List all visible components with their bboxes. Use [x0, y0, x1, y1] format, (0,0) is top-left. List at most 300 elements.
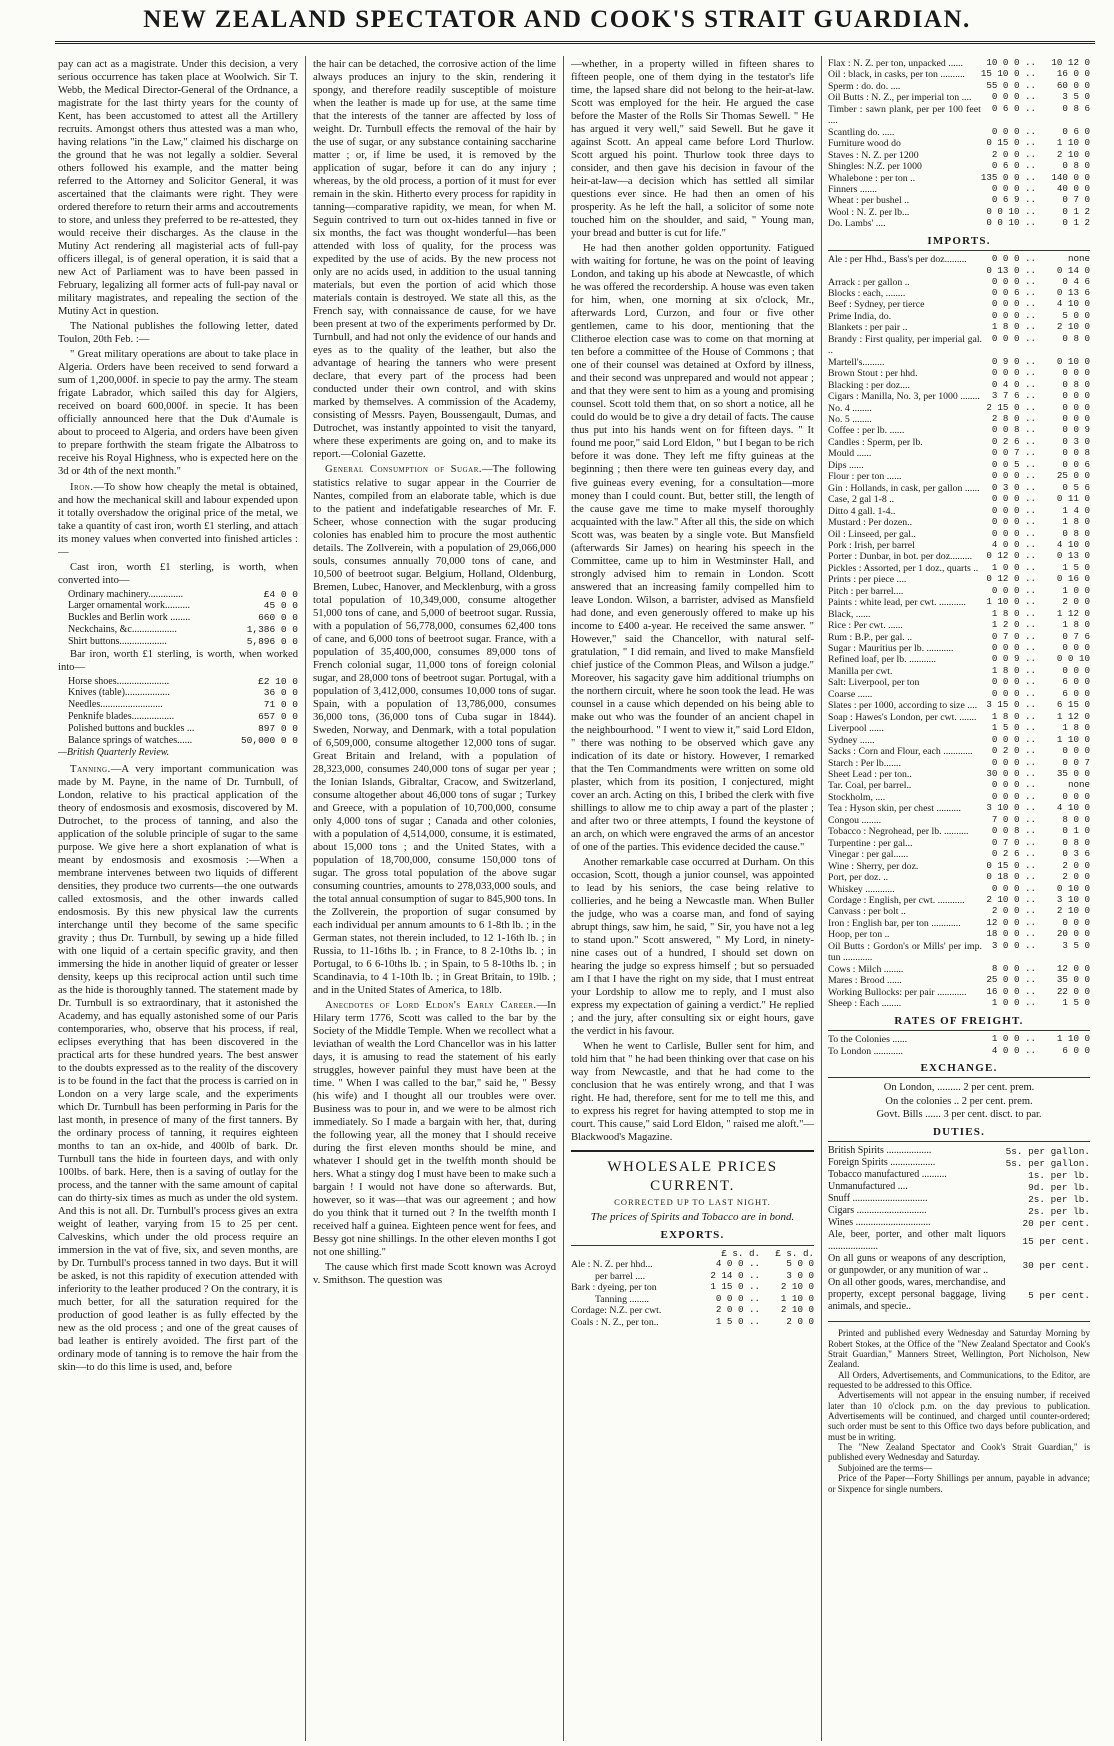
column-header: £ s. d. — [775, 1247, 814, 1259]
table-row — [828, 746, 1090, 757]
table-row — [828, 460, 1090, 471]
item-label: No. 5 ........ — [828, 413, 872, 425]
table-row — [828, 299, 1090, 310]
price-high: 3 0 0 — [786, 1269, 814, 1281]
price-low: 0 4 0 .. — [991, 378, 1036, 390]
table-row — [828, 929, 1090, 940]
table-row — [828, 391, 1090, 402]
item-label: Vinegar : per gal...... — [828, 849, 909, 861]
imports-table — [828, 254, 1090, 1009]
item-label: Sperm : do. do. .... — [828, 80, 901, 92]
article-eldon-cont-4: When he went to Carlisle, Buller sent for him, and told him that " he had been thinking over that case on his way from Newcastle, and that he had come to the conclusion that he was entirely wrong, and that I was right. He had, therefore, sent for me to tell me this, and to express his regret for having attempted to stop me in court. This cause," said Lord Eldon, " raised me aloft."—Blackwood's Magazine. — [571, 1041, 814, 1144]
table-row — [828, 1181, 1090, 1193]
table-row — [571, 1259, 814, 1270]
item-value: 657 0 0 — [258, 711, 298, 723]
article-magistrate: pay can act as a magistrate. Under this decision, a very serious occurrence has taken place at Woolwich. Sir T. Webb, the Medical Director-General of the Ordnance, a magistrate for the last thirty years for the county of Kent, has been accustomed to attest all the Artillery recruits. Amongst others thus attested was a man who, having relations "in the Law," claimed his discharge on the ground that he was not legally a soldier. Several others followed his example, and the matter being referred to the Attorney and Solicitor General, it was ascertained that the claimants were right. They were ordered therefore to return their arms and accoutrements to store, and unless they preferred to be re-attested, they would receive their discharges. As the clause in the Mutiny Act rendering all magisterial acts of full-pay officers illegal, is of general operation, it is said that a new Act of Parliament was to have been passed in February, legalizing all former acts of full-pay naval or military magistrates, and repealing the section of the Mutiny Act in question. — [58, 59, 298, 318]
bar-iron-table — [58, 676, 298, 747]
price-high: 1 12 0 — [1056, 607, 1090, 619]
price-low: 0 2 6 .. — [991, 848, 1036, 860]
price-high: 2 0 0 — [1062, 871, 1090, 883]
item-label: Gin : Hollands, in cask, per gallon ...... — [828, 482, 980, 494]
price-high: 0 1 2 — [1062, 205, 1090, 217]
item-label: Whalebone : per ton .. — [828, 172, 916, 184]
freight-table — [828, 1034, 1090, 1057]
price-low: 0 0 0 .. — [991, 275, 1036, 287]
table-row — [828, 195, 1090, 206]
duty-value: 15 per cent. — [1022, 1235, 1090, 1247]
table-row — [828, 620, 1090, 631]
price-low: 0 0 0 .. — [991, 516, 1036, 528]
column-4 — [828, 58, 1090, 1728]
item-label: Salt: Liverpool, per ton — [828, 677, 920, 689]
item-label: Do. Lambs' .... — [828, 218, 886, 230]
table-row — [828, 1205, 1090, 1217]
table-row — [828, 380, 1090, 391]
item-label: Staves : N. Z. per 1200 — [828, 149, 919, 161]
price-high: 1 10 0 — [1056, 733, 1090, 745]
price-low: 0 18 0 .. — [986, 871, 1036, 883]
item-label: Sheet Lead : per ton.. — [828, 769, 912, 781]
item-value: 50,000 0 0 — [240, 734, 298, 746]
table-row — [828, 872, 1090, 883]
item-label: Cows : Milch ........ — [828, 963, 904, 975]
price-low: 2 0 0 .. — [991, 905, 1036, 917]
table-row — [828, 838, 1090, 849]
price-high: 5 0 0 — [1062, 309, 1090, 321]
table-row — [828, 563, 1090, 574]
price-low: 0 0 6 .. — [991, 286, 1036, 298]
item-label: Arrack : per gallon .. — [828, 276, 910, 288]
price-high: 0 5 6 — [1062, 481, 1090, 493]
price-low: 2 15 0 .. — [986, 401, 1036, 413]
price-high: 0 14 0 — [1056, 264, 1090, 276]
price-low: 0 0 10 .. — [986, 205, 1036, 217]
price-high: 1 0 0 — [1062, 584, 1090, 596]
table-row — [828, 277, 1090, 288]
price-high: 1 8 0 — [1062, 722, 1090, 734]
price-low: 7 0 0 .. — [991, 813, 1036, 825]
price-high: 0 1 0 — [1062, 825, 1090, 837]
wholesale-prices-title: WHOLESALE PRICES CURRENT. — [571, 1150, 814, 1195]
item-label: Coffee : per lb. ...... — [828, 425, 905, 437]
item-label: Prints : per piece .... — [828, 574, 907, 586]
item-label: Dips ...... — [828, 459, 864, 471]
price-high: 0 0 7 — [1062, 756, 1090, 768]
price-low: 0 0 0 .. — [991, 790, 1036, 802]
price-high: 3 10 0 — [1056, 894, 1090, 905]
item-label: Coarse ...... — [828, 688, 873, 700]
table-row — [828, 218, 1090, 229]
table-row — [828, 643, 1090, 654]
price-high: 12 0 0 — [1056, 962, 1090, 974]
table-row — [828, 322, 1090, 333]
duty-label: British Spirits .................. — [828, 1145, 932, 1157]
price-high: 35 0 0 — [1056, 974, 1090, 986]
price-high: 10 12 0 — [1051, 58, 1090, 68]
column-2 — [313, 58, 556, 1728]
wholesale-prices-subtitle: CORRECTED UP TO LAST NIGHT. — [614, 1197, 771, 1208]
price-high: 5 0 0 — [786, 1258, 814, 1270]
price-high: 4 10 0 — [1056, 298, 1090, 310]
table-row — [828, 138, 1090, 149]
item-label: Polished buttons and buckles ... — [68, 722, 195, 734]
imprint-line: Advertisements will not appear in the ensuing number, if received later than 10 o'clock p.m. on the day previous to publication. Advertisements will be continued, and charged until counter-ordered; such order must be sent to this Office two days before publication, and must be in writing. — [828, 1390, 1090, 1442]
item-label: Brandy : First quality, per imperial gal. .. — [828, 333, 982, 357]
table-row — [828, 964, 1090, 975]
price-low: 0 0 0 .. — [991, 779, 1036, 791]
table-row — [828, 437, 1090, 448]
item-label: Wine : Sherry, per doz. — [828, 860, 919, 872]
price-low: 1 15 0 .. — [710, 1281, 760, 1293]
article-tanning-cont: the hair can be detached, the corrosive action of the lime always produces an injury to the skin, rendering it spongy, and therefore readily susceptible of moisture when the leather is made up for use, at the same time that the interests of the tanner are affected by loss of weight. Dr. Turnbull effects the removal of the hair by the use of sugar, or any substance containing saccharine matter ; or, if lime be used, it is removed by the application of sugar, before it can do any injury ; whereas, by the old process, a portion of it must for ever remain in the skin. Hitherto every process for rapidity in tanning—comparative rapidity, we mean, for when M. Seguin contrived to turn out ox-hides tanned in five or six months, the fact was thought wonderful—has been attended with loss of quality, for the process was expedited by the use of acids. By the new process not only are no acids used, in addition to the usual tanning materials, but even the portion of acid which those materials contain is destroyed. We state all this, as the French say, with connaissance de cause, for we have been present at two of the experiments performed by Dr. Turnbull, and had not only the evidence of our hands and eyes as to the quality of the leather, but also the advantage of hearing the tanners who were present declare, that every part of the process had been conducted under their own control, and with skins marked by themselves. A commission of the Academy, consisting of Messrs. Payen, Boussengault, Dumas, and Dutrochet, was instantly appointed to visit the tanyard, where these experiments are going on, and to make its report.—Colonial Gazette. — [313, 59, 556, 461]
table-row — [828, 92, 1090, 103]
imprint — [828, 1321, 1090, 1494]
table-row — [828, 403, 1090, 414]
price-low: 4 0 0 .. — [991, 1044, 1036, 1056]
price-low: 25 0 0 .. — [986, 974, 1036, 986]
table-row — [828, 735, 1090, 746]
price-high: 1 10 0 — [1056, 137, 1090, 149]
item-label: Wheat : per bushel .. — [828, 195, 910, 207]
price-high: 0 0 0 — [1062, 367, 1090, 379]
item-label: Congou ........ — [828, 814, 882, 826]
price-high: 0 0 0 — [1062, 790, 1090, 802]
price-high: 3 5 0 — [1062, 939, 1090, 951]
imprint-line: Printed and published every Wednesday and Saturday Morning by Robert Stokes, at the Office of the "New Zealand Spectator and Cook's Strait Guardian," Manners Street, Wellington, Port Nicholson, New Zealand. — [828, 1328, 1090, 1370]
table-row — [58, 711, 298, 723]
price-low: 0 3 0 .. — [991, 481, 1036, 493]
item-label: Cordage : English, per cwt. ........... — [828, 895, 965, 906]
price-high: 4 10 0 — [1056, 538, 1090, 550]
item-label: Ale : N. Z. per hhd... — [571, 1259, 653, 1271]
price-low: 4 0 0 .. — [991, 538, 1036, 550]
price-high: 8 0 0 — [1062, 813, 1090, 825]
table-row — [828, 483, 1090, 494]
table-row — [828, 184, 1090, 195]
exports-table — [571, 1249, 814, 1328]
price-low: 0 0 0 .. — [991, 125, 1036, 137]
item-label: Ale : per Hhd., Bass's per doz......... — [828, 254, 967, 266]
table-row — [828, 654, 1090, 665]
price-high: 0 8 6 — [1062, 102, 1090, 114]
price-high: 0 1 2 — [1062, 217, 1090, 229]
table-row — [828, 1253, 1090, 1277]
price-low: 0 0 5 .. — [991, 458, 1036, 470]
imprint-line: The "New Zealand Spectator and Cook's Strait Guardian," is published every Wednesday and Saturday. — [828, 1442, 1090, 1463]
item-label: Oil Butts : N. Z., per imperial ton .... — [828, 92, 972, 104]
price-low: 0 6 9 .. — [991, 194, 1036, 206]
price-low: 0 0 0 .. — [991, 504, 1036, 516]
price-high: 0 4 6 — [1062, 275, 1090, 287]
item-label: Slates : per 1000, according to size .... — [828, 700, 978, 712]
price-high: 2 10 0 — [780, 1304, 814, 1316]
price-high: none — [1067, 779, 1090, 791]
price-low: 2 8 0 .. — [991, 412, 1036, 424]
item-label: Pork : Irish, per barrel — [828, 539, 915, 551]
price-high: 20 0 0 — [1056, 928, 1090, 940]
price-high: 0 3 6 — [1062, 848, 1090, 860]
price-high: none — [1067, 253, 1090, 265]
price-high: 6 0 0 — [1062, 1044, 1090, 1056]
table-row — [828, 334, 1090, 357]
table-row — [828, 58, 1090, 69]
table-row — [828, 998, 1090, 1009]
price-high: 0 0 6 — [1062, 458, 1090, 470]
price-high: 22 0 0 — [1056, 985, 1090, 997]
duty-value: 9d. per lb. — [1028, 1181, 1090, 1193]
freight-heading: RATES OF FREIGHT. — [828, 1015, 1090, 1032]
price-low: 0 0 8 .. — [991, 825, 1036, 837]
price-high: 0 0 8 — [1062, 447, 1090, 459]
table-row — [828, 918, 1090, 929]
price-low: 0 13 0 .. — [986, 264, 1036, 276]
item-label: Refined loaf, per lb. ........... — [828, 654, 937, 666]
item-label: Whiskey ............ — [828, 883, 895, 895]
price-low: 15 10 0 .. — [980, 68, 1036, 80]
price-high: 4 10 0 — [1056, 802, 1090, 814]
column-rule — [563, 56, 564, 1741]
duties-table — [828, 1145, 1090, 1313]
item-label: Penknife blades................. — [68, 711, 175, 723]
table-row — [828, 161, 1090, 172]
price-low: 0 12 0 .. — [986, 550, 1036, 562]
table-row — [58, 589, 298, 601]
item-label: Ordinary machinery.............. — [68, 588, 184, 600]
table-row — [828, 1157, 1090, 1169]
article-eldon — [313, 999, 556, 1259]
item-label: Ditto 4 gall. 1-4.. — [828, 505, 896, 517]
price-high: 0 0 10 — [1056, 653, 1090, 665]
price-low: 0 0 0 .. — [991, 882, 1036, 894]
item-label: Neckchains, &c.................. — [68, 624, 177, 636]
price-high: 0 8 0 — [1062, 160, 1090, 172]
item-label: To London ............ — [828, 1045, 903, 1057]
table-row — [828, 551, 1090, 562]
price-high: 2 0 0 — [786, 1315, 814, 1327]
price-high: 0 7 6 — [1062, 630, 1090, 642]
table-row — [828, 1169, 1090, 1181]
article-iron — [58, 481, 298, 559]
item-label: Shirt buttons................... — [68, 635, 167, 647]
table-row — [828, 1277, 1090, 1313]
item-value: 1,386 0 0 — [246, 624, 298, 636]
price-low: 0 0 0 .. — [991, 733, 1036, 745]
table-row — [828, 207, 1090, 218]
price-low: 16 0 0 .. — [986, 985, 1036, 997]
price-high: 60 0 0 — [1056, 79, 1090, 91]
item-label: Horse shoes..................... — [68, 675, 170, 687]
table-row — [828, 574, 1090, 585]
price-high: 0 0 0 — [1062, 642, 1090, 654]
price-low: 2 10 0 .. — [986, 894, 1036, 905]
table-row — [828, 677, 1090, 688]
duty-label: Unmanufactured .... — [828, 1181, 908, 1193]
table-row — [828, 884, 1090, 895]
exports-table-cont — [828, 58, 1090, 230]
article-tanning-text: —A very important communication was made by M. Payne, in the name of Dr. Turnbull, of London, relative to his practical application of the theory of endosmosis and exosmosis, discovered by M. Dutrochet, to the process of tanning, and also the application of the soluble principle of sugar to the same purpose. We give here a short explanation of what is meant by endosmosis and exosmosis :—When a membrane intervenes between two liquids of different densities, they produce two currents—the one outwards called extosmosis, and the other inwards called endosmosis. By this new physical law the currents interchange until they become of the same specific gravity ; thus Dr. Turnbull, by sewing up a hide filled with one liquid of a certain specific gravity, and then immersing the hide in another liquid of greater or lesser density, keeps up this reciprocal action until such time as the hide is thoroughly tanned. The statement made by Dr. Turnbull is so extraordinary, that it astonished the Academy, and has equally astonished some of our Paris contemporaries, who, observe that his process, if real, eclipses everything that has been discovered in the practical arts for these hundred years. The best answer to the doubts expressed as to the reality of the discovery is to be found in the fact that the process is carried on in London on a very large scale, and the experiments which Dr. Turnbull has been performing in Paris for the last month, in presence of many of the first tanners. By the ordinary process of tanning, it requires eighteen months to tan an ox-hide, and 400lb of bark. Dr. Turnbull tans the hide in fourteen days, and with only 100lbs. of bark. Here, then is a saving of outlay for the process, and the tanner with the same amount of capital can do thirty-six times as much as under the old system. And this is not all. Dr. Turnbull's process gives an extra weight of leather, varying from 15 to 25 per cent. Calveskins, which under the old process require an immersion in the vat of five, six, and seven months, are by Dr. Turnbull's process tanned in two days. But it will be asked, is not this rapidity of execution attended with inferiority to the leather produced ? On the contrary, it is much better, for all the saturation required for the production of good leather is as fully effected by the new as the old process ; and one of the great causes of bad leather is entirely avoided. The first part of the ordinary mode of tanning is to remove the hair from the skin—to do this lime is used, and, before — [58, 763, 298, 1374]
duty-value: 2s. per lb. — [1028, 1193, 1090, 1205]
price-high: 2 0 0 — [1062, 859, 1090, 871]
item-value: 71 0 0 — [263, 699, 298, 711]
source-credit: —British Quarterly Review. — [58, 747, 170, 759]
article-sugar-text: —The following statistics relative to sugar appear in the Courrier de Nantes, compiled from an elaborate table, which is due to the patient and indefatigable researches of Mr. F. Scheer, whose connection with the sugar producing colonies has enabled him to procure the most authentic details. The Zollverein, with a population of 29,066,000 souls, consumes annually 70,000 tons of cane, and 10,500 of beetroot sugar. Belgium, Holland, Oldenburg, Bremen, Lubec, Hanover, and Mecklenburg, with a gross total population of 10,349,000, consume altogether 51,000 tons of cane, and 5,000 of beetroot sugar. Russia, with a population of 56,778,000, consumes 62,400 tons of cane, and 6,000 tons of beetroot sugar. France, with a population of 35,400,000, consumes 89,000 tons of French colonial sugar, 11,000 tons of foreign colonial sugar, and 28,000 tons of beetroot sugar. Portugal, with a population of 3,412,000, consumes 10,000 tons of sugar. Spain, with a population of 13,786,000, consumes 36,000 tons, (36,000 tons of Cuba sugar in 1844). Sweden, Norway, and Denmark, with a total population of 6,509,000, consume altogether 12,000 tons of sugar. Great Britain and Ireland, with a population of 28,323,000, consumes 240,000 tons of sugar per year ; the Ionian Islands, Gibraltar, Cracow, and Switzerland, consume altogether about 46,000 tons of sugar ; Turkey and Greece, with a population of 10,700,000, consume only 4,000 tons of sugar ; Canada and other colonies, with a population of 4,514,000, consume, it is estimated, about 15,000 tons ; and the United States, with a population of 18,700,000, consume 150,000 tons of sugar. The gross total population of the above sugar consuming countries, amounts to 278,033,000 souls, and the total annual consumption of sugar to 845,900 tons. In the Zollverein, the proportion of sugar consumed by each individual per annum amounts to 6 1-8th lb. ; in the German states, not therein included, to 12 1-16th lb. ; in Russia, to 11-16ths lb. ; in France, to 8 2-10ths lb. ; in Portugal, to 6 6-10ths lb. ; in Spain, to 5 8-10ths lb. ; in Scandinavia, to 4 1-10th lb. ; in Great Britain, to 19lb. ; and in the United States of America, to 18lb. — [313, 464, 556, 997]
item-label: per barrel .... — [595, 1270, 646, 1282]
price-low: 0 6 0 .. — [991, 102, 1036, 114]
price-low: 0 0 10 .. — [986, 217, 1036, 229]
price-high: 2 10 0 — [780, 1281, 814, 1293]
item-label: Sacks : Corn and Flour, each ............ — [828, 746, 973, 758]
item-label: Timber : sawn plank, per per 100 feet .... — [828, 103, 981, 127]
table-row — [828, 529, 1090, 540]
table-row — [828, 723, 1090, 734]
article-tanning — [58, 763, 298, 1375]
price-high: 2 10 0 — [1056, 321, 1090, 333]
item-label: Black, ...... — [828, 608, 871, 620]
item-value: 36 0 0 — [263, 687, 298, 699]
price-high: 35 0 0 — [1056, 768, 1090, 780]
price-low: 0 0 0 .. — [991, 493, 1036, 505]
item-label: Stockholm, .... — [828, 791, 886, 803]
price-low: 0 0 0 .. — [991, 253, 1036, 265]
table-row — [828, 471, 1090, 482]
table-row — [571, 1305, 814, 1316]
exchange-rate: On the colonies .. 2 per cent. prem. — [885, 1095, 1033, 1107]
table-row — [828, 69, 1090, 80]
table-row — [828, 895, 1090, 906]
column-rule — [305, 56, 306, 1741]
price-low: 18 0 0 .. — [986, 928, 1036, 940]
item-label: Knives (table).................. — [68, 687, 170, 699]
item-label: Tea : Hyson skin, per chest .......... — [828, 803, 961, 815]
table-row — [828, 173, 1090, 184]
item-label: Manilla per cwt. — [828, 665, 893, 677]
price-low: 0 0 7 .. — [991, 447, 1036, 459]
price-low: 1 2 0 .. — [991, 619, 1036, 631]
price-low: 0 0 0 .. — [991, 470, 1036, 482]
price-low: 0 0 0 .. — [991, 676, 1036, 688]
item-value: 45 0 0 — [263, 600, 298, 612]
price-low: 0 9 0 .. — [991, 355, 1036, 367]
item-label: Sydney ...... — [828, 734, 875, 746]
price-high: 0 0 0 — [1062, 412, 1090, 424]
item-label: Soap : Hawes's London, per cwt. ....... — [828, 711, 977, 723]
table-row — [828, 357, 1090, 368]
table-row — [828, 1034, 1090, 1045]
price-low: 1 5 0 .. — [715, 1315, 760, 1327]
table-row — [58, 636, 298, 648]
item-label: Buckles and Berlin work ........ — [68, 612, 191, 624]
table-row — [828, 941, 1090, 964]
price-high: 16 0 0 — [1056, 68, 1090, 80]
table-row — [571, 1294, 814, 1305]
duty-label: Foreign Spirits .................. — [828, 1157, 936, 1169]
item-label: No. 4 ........ — [828, 402, 872, 414]
item-label: Oil : black, in casks, per ton .......... — [828, 69, 965, 81]
item-label: Scantling do. ..... — [828, 126, 895, 138]
price-low: 55 0 0 .. — [986, 79, 1036, 91]
masthead: NEW ZEALAND SPECTATOR AND COOK'S STRAIT GUARDIAN. — [143, 6, 971, 33]
price-low: 0 2 0 .. — [991, 745, 1036, 757]
duties-heading: DUTIES. — [828, 1126, 1090, 1143]
price-high: 1 8 0 — [1062, 619, 1090, 631]
table-row — [58, 612, 298, 624]
duty-label: Tobacco manufactured .......... — [828, 1169, 947, 1181]
item-label: Port, per doz. .. — [828, 872, 889, 884]
item-value: £4 0 0 — [263, 588, 298, 600]
table-row — [828, 506, 1090, 517]
exchange-rate: Govt. Bills ...... 3 per cent. disct. to par. — [876, 1108, 1042, 1120]
item-label: Pickles : Assorted, per 1 doz., quarts .. — [828, 562, 979, 574]
table-row — [828, 586, 1090, 597]
price-high: 0 16 0 — [1056, 573, 1090, 585]
table-row — [571, 1317, 814, 1328]
item-label: Porter : Dunbar, in bot. per doz......... — [828, 551, 973, 563]
duty-value: 5s. per gallon. — [1005, 1145, 1090, 1157]
table-row — [828, 448, 1090, 459]
price-high: 0 0 0 — [1062, 745, 1090, 757]
price-low: 0 6 0 .. — [991, 160, 1036, 172]
table-row — [828, 494, 1090, 505]
price-high: 0 8 0 — [1062, 527, 1090, 539]
price-high: 0 11 0 — [1056, 493, 1090, 505]
table-row — [58, 699, 298, 711]
item-label: Iron : English bar, per ton ............ — [828, 917, 961, 929]
item-label: Cigars : Manilla, No. 3, per 1000 ........ — [828, 391, 980, 403]
duty-value: 30 per cent. — [1022, 1259, 1090, 1271]
price-high: 1 10 0 — [780, 1292, 814, 1304]
table-row — [58, 676, 298, 688]
item-label: Sugar : Mauritius per lb. ........... — [828, 643, 954, 655]
price-high: 0 0 0 — [1062, 390, 1090, 402]
item-label: Mustard : Per dozen.. — [828, 517, 913, 529]
table-row — [828, 826, 1090, 837]
price-low: 1 8 0 .. — [991, 664, 1036, 676]
article-national-intro: The National publishes the following letter, dated Toulon, 20th Feb. :— — [58, 321, 298, 346]
price-high: 40 0 0 — [1056, 182, 1090, 194]
item-label: Rum : B.P., per gal. .. — [828, 631, 913, 643]
bar-iron-heading: Bar iron, worth £1 sterling, is worth, when worked into— — [58, 648, 298, 673]
table-row — [828, 906, 1090, 917]
price-high: 6 15 0 — [1056, 699, 1090, 711]
table-row — [571, 1271, 814, 1282]
table-row — [828, 1145, 1090, 1157]
item-value: 660 0 0 — [258, 612, 298, 624]
article-iron-heading: Iron. — [70, 481, 94, 493]
column-3 — [571, 58, 814, 1728]
price-low: 1 10 0 .. — [986, 596, 1036, 608]
price-high: 0 8 0 — [1062, 836, 1090, 848]
item-label: Larger ornamental work.......... — [68, 600, 190, 612]
article-sugar — [313, 463, 556, 997]
item-value: 897 0 0 — [258, 722, 298, 734]
exchange-rate: On London, ......... 2 per cent. prem. — [883, 1082, 1035, 1094]
item-label: Candles : Sperm, per lb. — [828, 436, 923, 448]
table-row — [828, 597, 1090, 608]
table-row — [828, 803, 1090, 814]
article-eldon-cont-2: He had then another golden opportunity. Fatigued with waiting for fortune, he was on the point of leaving London, and taking up his abode at Newcastle, of which he was offered the recordership. A house was even taken for him, when, one morning at six o'clock, Mr., afterwards Lord, Curzon, and four or five other gentlemen, came to his door, mentioning that the Clitheroe election case was to come on that morning at ten before a committee of the House of Commons ; that one of their counsel was detained at Oxford by illness, and their second was unprepared and would not appear ; and that they were sent to him as a young and promising counsel. Scott told them that, on so short a notice, all he could do would be to give a dry detail of facts. The cause thus put into his hands went on for fifteen days. " It found me poor," said Lord Eldon, " but I began to be rich before it was done. They left me fifty guineas at the beginning ; then there were ten guineas every day, and five guineas every evening, for a consultation—more money than I could count. But, better still, the length of the cause gave me time to make myself thoroughly acquainted with the law." After all this, the side on which Scott was, was beaten by a single vote. But Mansfield (afterwards Sir James) on hearing his speech in the Committee, came up to him in Westminster Hall, and strongly advised him to remain in London. Scott answered that an increasing family compelled him to leave London. Wilson, a barrister, advised as Mansfield had done, and even generously offered to make up his income to £400 a-year. He received the same answer. " However," said the Chancellor, with natural self-gratulation, " I did remain, and lived to make Mansfield chief justice of the Common Pleas, and Wilson a judge." Moreover, his sagacity gave him additional triumphs on the northern circuit, where he soon took the lead. He was counsel in a cause which depended on his being able to make out who was the founder of an ancient chapel in the neighbourhood. " I went to view it," said Lord Eldon, " there was nothing to be observed which gave any indication of its date or history. However, I remarked that the Ten Commandments were written on some old plaster, which from its position, I conjectured, might cover an arch. Acting on this, I bribed the clerk with five shillings to allow me to chip away a part of the plaster ; and after two or three attempts, I found the keystone of an arch, on which were engraved the arms of an ancestor of one of the parties. This evidence decided the cause." — [571, 243, 814, 853]
column-header: £ s. d. — [721, 1247, 760, 1259]
price-high: 1 8 0 — [1062, 516, 1090, 528]
table-row — [58, 687, 298, 699]
table-row — [828, 150, 1090, 161]
cast-iron-table — [58, 589, 298, 648]
item-label: Flax : N. Z. per ton, unpacked ...... — [828, 58, 963, 69]
table-row — [828, 689, 1090, 700]
item-label: Starch : Per lb....... — [828, 757, 901, 769]
item-label: Turpentine : per gal... — [828, 837, 913, 849]
price-low: 0 0 0 .. — [991, 527, 1036, 539]
price-high: 0 13 0 — [1056, 550, 1090, 562]
